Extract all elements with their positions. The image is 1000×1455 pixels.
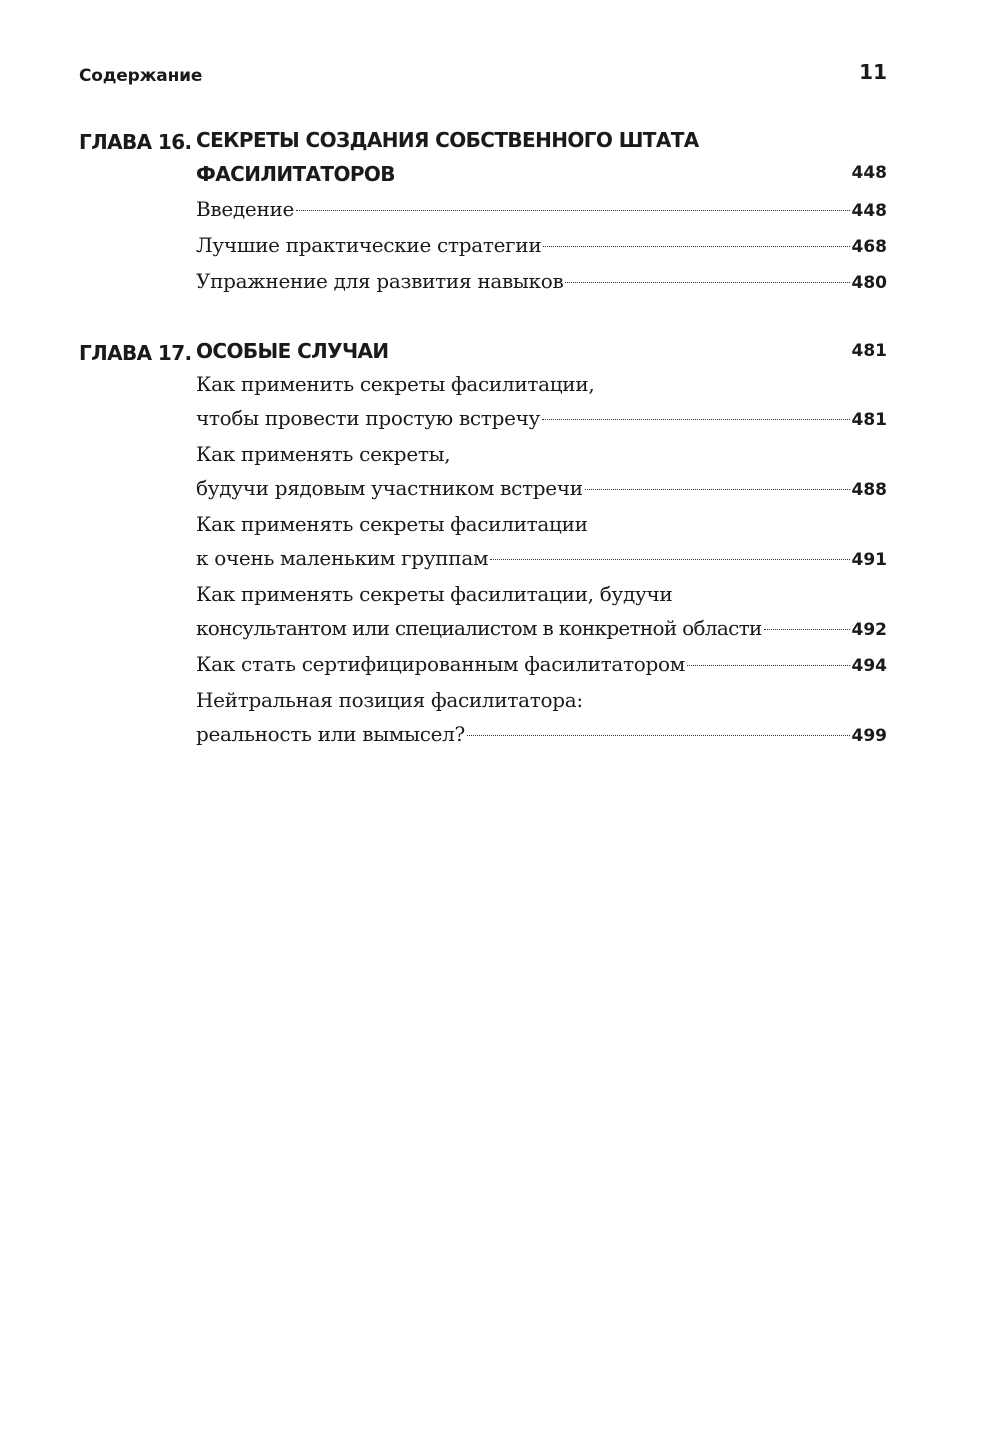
toc-entry[interactable] <box>196 228 887 264</box>
entry-page-number: 492 <box>851 620 887 640</box>
dot-leader <box>565 282 849 283</box>
toc-entry[interactable] <box>196 367 887 437</box>
chapter-page-number: 481 <box>851 341 887 361</box>
entry-title-line: к очень маленьким группам <box>196 546 489 570</box>
chapter-title: ОСОБЫЕ СЛУЧАИ <box>196 339 389 363</box>
entry-title-line: реальность или вымысел? <box>196 722 465 746</box>
entry-title: Упражнение для развития навыков <box>196 269 564 293</box>
entry-page-number: 491 <box>851 550 887 570</box>
entry-title-line: чтобы провести простую встречу <box>196 406 540 430</box>
running-head: Содержание <box>79 66 203 86</box>
chapter-label: ГЛАВА 17. <box>79 341 192 365</box>
entry-title-line: Как применять секреты фасилитации, будучи <box>196 582 673 606</box>
entry-page-number: 448 <box>851 201 887 221</box>
dot-leader <box>585 489 850 490</box>
dot-leader <box>296 210 849 211</box>
entry-title-line: Как применять секреты фасилитации <box>196 512 588 536</box>
toc-entry[interactable] <box>196 507 887 577</box>
toc-entry[interactable] <box>196 264 887 300</box>
entry-title-line: будучи рядовым участником встречи <box>196 476 583 500</box>
entry-page-number: 499 <box>851 726 887 746</box>
chapter-entries <box>196 192 887 300</box>
chapter-label: ГЛАВА 16. <box>79 130 192 154</box>
entry-title: Как стать сертифицированным фасилитатором <box>196 652 686 676</box>
toc-entry[interactable] <box>196 683 887 753</box>
entry-title: Лучшие практические стратегии <box>196 233 542 257</box>
toc-entry[interactable] <box>196 647 887 683</box>
dot-leader <box>467 735 850 736</box>
entry-title-line: Как применять секреты, <box>196 442 451 466</box>
chapter-page-number: 448 <box>851 163 887 183</box>
dot-leader <box>687 665 849 666</box>
dot-leader <box>543 246 849 247</box>
entry-title-line: Нейтральная позиция фасилитатора: <box>196 688 583 712</box>
toc-entry[interactable] <box>196 437 887 507</box>
page-number: 11 <box>859 60 887 84</box>
toc-entry[interactable] <box>196 192 887 228</box>
entry-title: Введение <box>196 197 295 221</box>
toc-entry[interactable] <box>196 577 887 647</box>
entry-title-line: Как применить секреты фасилитации, <box>196 372 595 396</box>
chapter-entries <box>196 367 887 753</box>
dot-leader <box>764 629 850 630</box>
chapter-title: СЕКРЕТЫ СОЗДАНИЯ СОБСТВЕННОГО ШТАТА ФАСИЛИТАТОРОВ <box>196 128 699 186</box>
entry-page-number: 494 <box>851 656 887 676</box>
entry-page-number: 481 <box>851 410 887 430</box>
dot-leader <box>542 419 850 420</box>
dot-leader <box>490 559 849 560</box>
entry-page-number: 468 <box>851 237 887 257</box>
entry-page-number: 488 <box>851 480 887 500</box>
entry-page-number: 480 <box>851 273 887 293</box>
entry-title-line: консультантом или специалистом в конкретной области <box>196 616 762 640</box>
